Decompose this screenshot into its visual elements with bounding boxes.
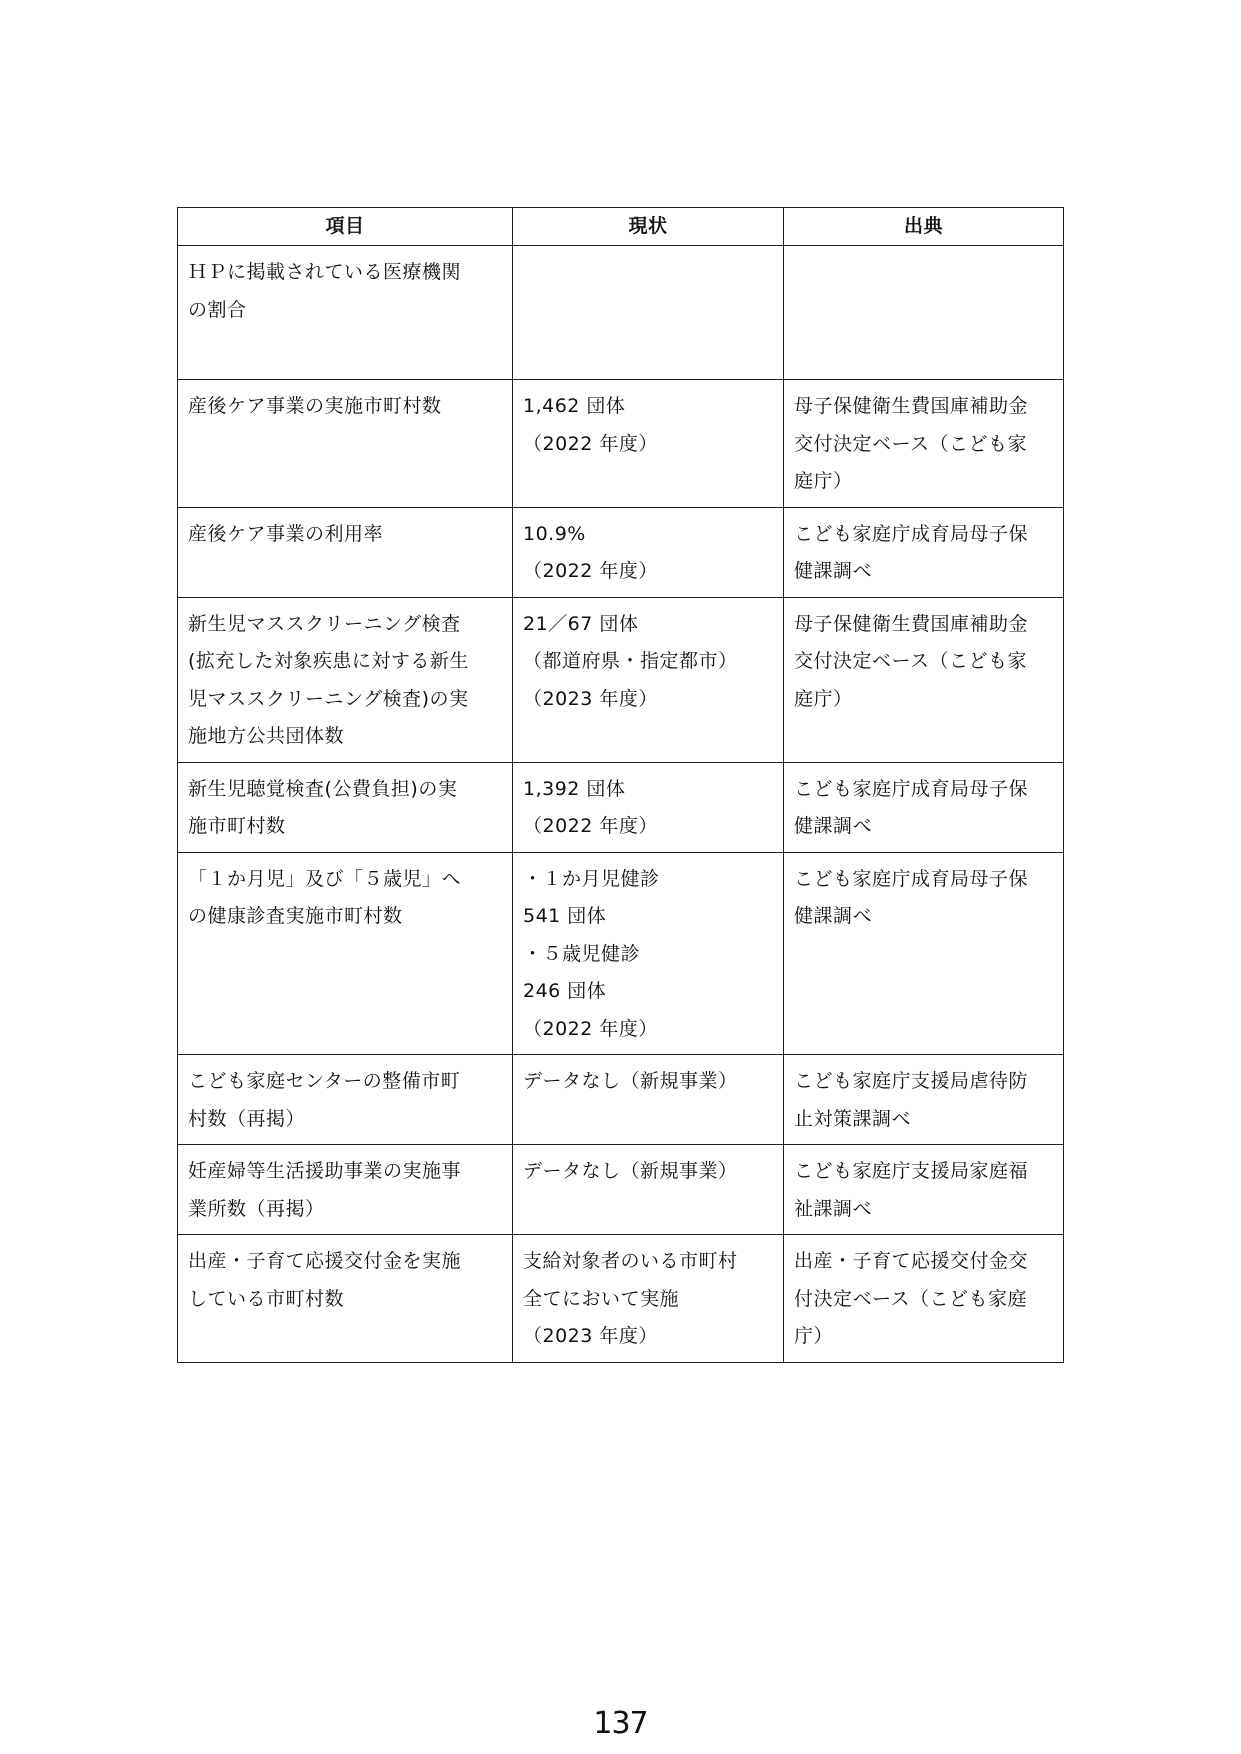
cell-line: 施地方公共団体数 bbox=[188, 725, 345, 747]
cell-line: データなし（新規事業） bbox=[523, 1070, 738, 1092]
cell-line: の割合 bbox=[188, 298, 247, 321]
cell-line: こども家庭センターの整備市町 bbox=[188, 1070, 461, 1092]
cell-item bbox=[178, 1055, 513, 1145]
cell-line: 246 団体 bbox=[523, 980, 607, 1002]
cell-line: 庭庁） bbox=[794, 470, 853, 492]
cell-item bbox=[178, 597, 513, 762]
cell-source bbox=[784, 1235, 1064, 1363]
cell-line: 産後ケア事業の利用率 bbox=[188, 522, 384, 545]
cell-line: こども家庭庁支援局虐待防 bbox=[794, 1070, 1029, 1092]
cell-line: 21／67 団体 bbox=[523, 612, 639, 635]
table-row bbox=[178, 246, 1064, 380]
cell-line: 業所数（再掲） bbox=[188, 1197, 325, 1220]
cell-line: （都道府県・指定都市） bbox=[523, 650, 738, 672]
cell-line: ・１か月児健診 bbox=[523, 867, 660, 890]
table-row bbox=[178, 852, 1064, 1055]
cell-line: 祉課調べ bbox=[794, 1197, 873, 1220]
cell-status bbox=[513, 1055, 784, 1145]
cell-line: 1,462 団体 bbox=[523, 395, 626, 417]
cell-line: 541 団体 bbox=[523, 905, 607, 927]
cell-line: 施市町村数 bbox=[188, 815, 286, 837]
cell-source bbox=[784, 507, 1064, 597]
cell-line: 健課調べ bbox=[794, 560, 873, 582]
header-source: 出典 bbox=[784, 208, 1064, 246]
table-row bbox=[178, 1235, 1064, 1363]
cell-item bbox=[178, 1235, 513, 1363]
cell-item bbox=[178, 1145, 513, 1235]
cell-item bbox=[178, 507, 513, 597]
cell-status bbox=[513, 1235, 784, 1363]
cell-line: ・５歳児健診 bbox=[523, 942, 641, 965]
cell-line: 産後ケア事業の実施市町村数 bbox=[188, 395, 442, 417]
cell-line: 母子保健衛生費国庫補助金 bbox=[794, 612, 1029, 635]
cell-line: データなし（新規事業） bbox=[523, 1160, 738, 1182]
cell-line: 10.9% bbox=[523, 522, 586, 545]
table-row bbox=[178, 1055, 1064, 1145]
cell-source bbox=[784, 597, 1064, 762]
cell-line: （2022 年度） bbox=[523, 815, 658, 837]
cell-line: 妊産婦等生活援助事業の実施事 bbox=[188, 1160, 462, 1182]
cell-line: （2023 年度） bbox=[523, 687, 658, 710]
cell-line: ＨＰに掲載されている医療機関 bbox=[188, 261, 462, 283]
cell-source bbox=[784, 380, 1064, 508]
cell-line: 母子保健衛生費国庫補助金 bbox=[794, 395, 1029, 417]
cell-line: 新生児聴覚検査(公費負担)の実 bbox=[188, 777, 458, 800]
cell-line: 「１か月児」及び「５歳児」へ bbox=[188, 867, 462, 890]
cell-line: 出産・子育て応援交付金を実施 bbox=[188, 1250, 462, 1272]
cell-item bbox=[178, 762, 513, 852]
cell-line: （2022 年度） bbox=[523, 432, 658, 455]
cell-source bbox=[784, 246, 1064, 380]
table-row bbox=[178, 380, 1064, 508]
cell-item bbox=[178, 246, 513, 380]
table-row bbox=[178, 1145, 1064, 1235]
cell-item bbox=[178, 380, 513, 508]
table-row bbox=[178, 597, 1064, 762]
cell-status bbox=[513, 507, 784, 597]
cell-line: 児マススクリーニング検査)の実 bbox=[188, 687, 469, 710]
table-row bbox=[178, 762, 1064, 852]
cell-line: こども家庭庁成育局母子保 bbox=[794, 777, 1029, 800]
cell-source bbox=[784, 1055, 1064, 1145]
cell-line: （2023 年度） bbox=[523, 1325, 658, 1347]
cell-line: の健康診査実施市町村数 bbox=[188, 905, 403, 927]
table-header-row bbox=[178, 208, 1064, 246]
cell-line: こども家庭庁支援局家庭福 bbox=[794, 1160, 1029, 1182]
cell-line: 交付決定ベース（こども家 bbox=[794, 432, 1028, 455]
cell-line: 新生児マススクリーニング検査 bbox=[188, 612, 461, 635]
cell-source bbox=[784, 852, 1064, 1055]
cell-status bbox=[513, 380, 784, 508]
cell-source bbox=[784, 1145, 1064, 1235]
cell-item bbox=[178, 852, 513, 1055]
cell-source bbox=[784, 762, 1064, 852]
table-body bbox=[178, 246, 1064, 1363]
cell-status bbox=[513, 852, 784, 1055]
cell-status bbox=[513, 597, 784, 762]
table-row bbox=[178, 507, 1064, 597]
cell-line: 庁） bbox=[794, 1325, 834, 1347]
cell-line: (拡充した対象疾患に対する新生 bbox=[188, 650, 469, 672]
cell-line: こども家庭庁成育局母子保 bbox=[794, 522, 1029, 545]
header-item: 項目 bbox=[178, 208, 513, 246]
cell-line: 出産・子育て応援交付金交 bbox=[794, 1250, 1029, 1272]
cell-line: している市町村数 bbox=[188, 1287, 345, 1310]
cell-status bbox=[513, 1145, 784, 1235]
cell-line: こども家庭庁成育局母子保 bbox=[794, 867, 1029, 890]
cell-line: 庭庁） bbox=[794, 687, 853, 710]
cell-line: （2022 年度） bbox=[523, 560, 658, 582]
cell-line: 1,392 団体 bbox=[523, 777, 626, 800]
cell-line: 全てにおいて実施 bbox=[523, 1287, 680, 1310]
cell-line: 健課調べ bbox=[794, 905, 873, 927]
cell-line: 支給対象者のいる市町村 bbox=[523, 1250, 738, 1272]
cell-line: 健課調べ bbox=[794, 815, 873, 837]
cell-line: 村数（再掲） bbox=[188, 1107, 306, 1130]
cell-line: 交付決定ベース（こども家 bbox=[794, 650, 1028, 672]
data-table bbox=[177, 207, 1064, 1363]
cell-status bbox=[513, 762, 784, 852]
cell-status bbox=[513, 246, 784, 380]
cell-line: 止対策課調べ bbox=[794, 1107, 912, 1130]
page-number: 137 bbox=[593, 1706, 648, 1741]
header-status: 現状 bbox=[513, 208, 784, 246]
cell-line: （2022 年度） bbox=[523, 1017, 658, 1040]
cell-line: 付決定ベース（こども家庭 bbox=[794, 1287, 1028, 1310]
